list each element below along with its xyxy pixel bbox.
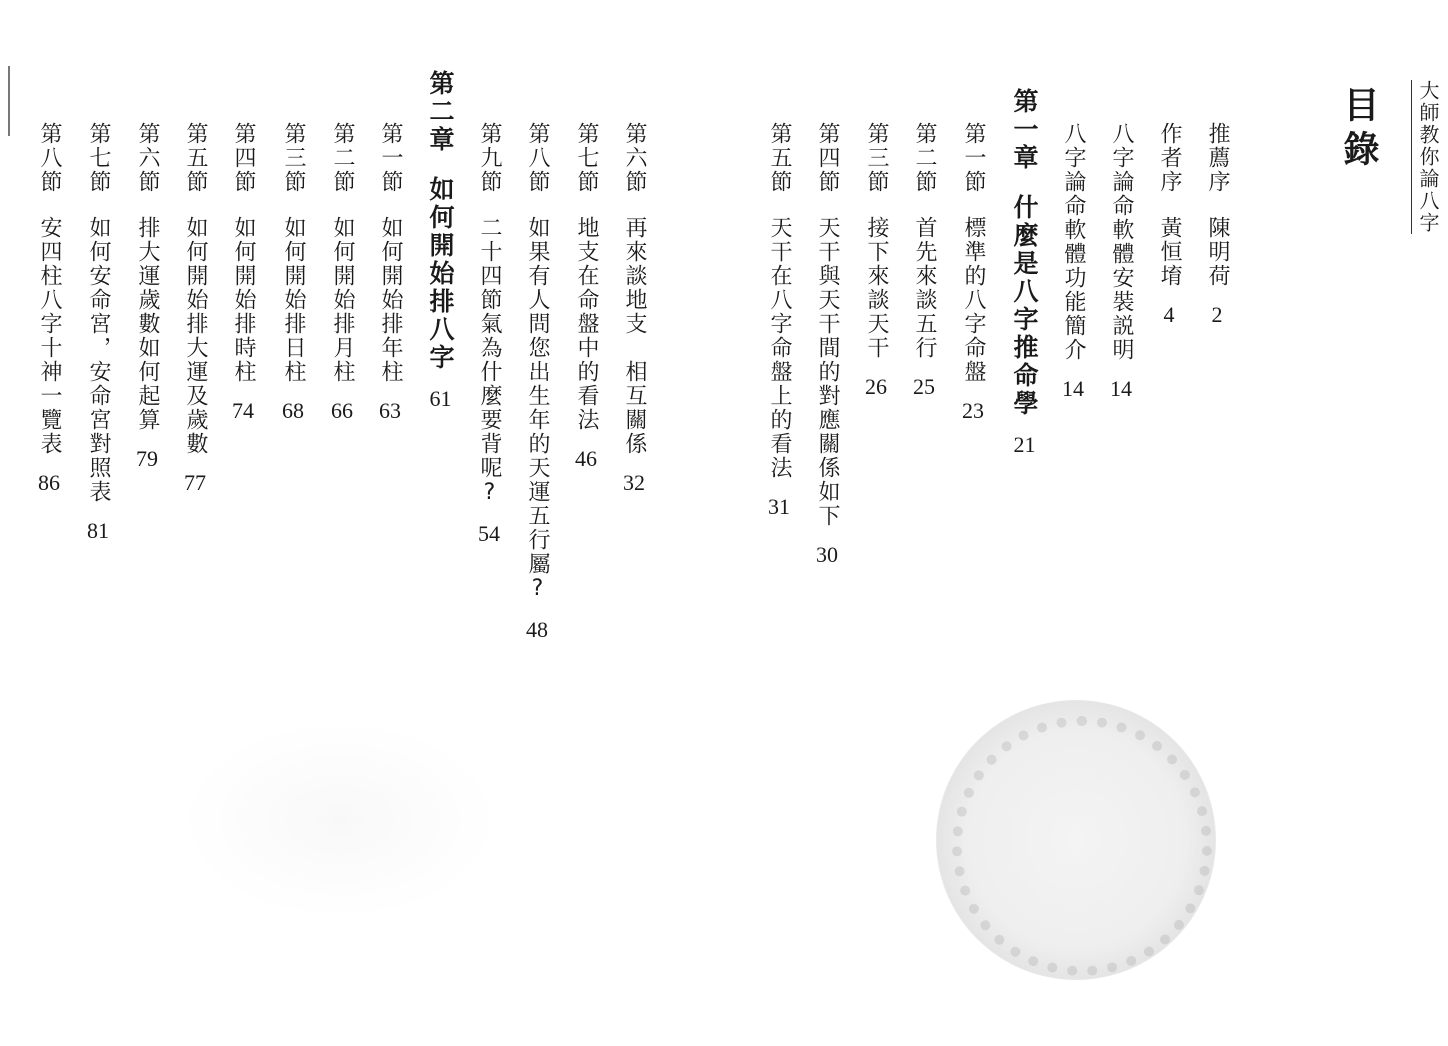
toc-page-number: 32 (623, 470, 645, 495)
toc-title: 二十四節氣為什麼要背呢? (477, 216, 502, 507)
toc-page-number: 46 (575, 446, 597, 471)
toc-chapter (428, 70, 453, 412)
toc-page-number: 31 (768, 494, 790, 519)
toc-entry (623, 122, 645, 496)
toc-title: 再來談地支 相互關係 (622, 216, 647, 456)
toc-page-number: 23 (962, 398, 984, 423)
toc-entry (87, 122, 109, 544)
toc-title: 排大運歲數如何起算 (135, 216, 160, 432)
toc-entry (1062, 122, 1084, 402)
toc-label: 第六節 (622, 122, 647, 194)
toc-page-number: 54 (478, 521, 500, 546)
toc-page-number: 66 (331, 398, 353, 423)
toc-entry (379, 122, 401, 424)
toc-label: 第六節 (135, 122, 160, 194)
toc-title: 黃恒堉 (1157, 216, 1182, 288)
toc-title: 如何開始排大運及歲數 (183, 216, 208, 456)
toc-title: 天干與天干間的對應關係如下 (815, 216, 840, 528)
toc-chapter (1012, 88, 1037, 458)
toc-label: 推薦序 (1205, 122, 1230, 194)
toc-label: 作者序 (1157, 122, 1182, 194)
toc-title: 如何開始排八字 (426, 176, 455, 372)
toc-page-number: 61 (429, 386, 452, 411)
toc-title: 地支在命盤中的看法 (574, 216, 599, 432)
toc-label: 第四節 (231, 122, 256, 194)
toc-label: 第二節 (912, 122, 937, 194)
toc-title: 如何開始排日柱 (281, 216, 306, 384)
toc-title: 如何開始排年柱 (378, 216, 403, 384)
toc-label: 第四節 (815, 122, 840, 194)
toc-entry (575, 122, 597, 472)
toc-title: 標準的八字命盤 (961, 216, 986, 384)
toc-page-number: 74 (232, 398, 254, 423)
toc-title: 接下來談天干 (864, 216, 889, 360)
toc-label: 第七節 (86, 122, 111, 194)
toc-label: 第五節 (767, 122, 792, 194)
toc-label: 第一節 (378, 122, 403, 194)
toc-label: 第八節 (37, 122, 62, 194)
toc-entry (184, 122, 206, 496)
toc-title: 如何開始排時柱 (231, 216, 256, 384)
toc-entry (136, 122, 158, 472)
toc-title: 如果有人問您出生年的天運五行屬? (525, 216, 550, 603)
toc-entry (865, 122, 887, 400)
toc-title: 天干在八字命盤上的看法 (767, 216, 792, 480)
toc-label: 八字論命軟體功能簡介 (1061, 122, 1086, 362)
toc-entry (526, 122, 548, 643)
book-title: 大師教你論八字 (1411, 80, 1438, 234)
toc-entry (1158, 122, 1180, 328)
toc-entry (768, 122, 790, 520)
toc-label: 第九節 (477, 122, 502, 194)
toc-page-number: 86 (38, 470, 60, 495)
toc-page-number: 81 (87, 518, 109, 543)
toc-title: 如何開始排月柱 (330, 216, 355, 384)
toc-page-number: 68 (282, 398, 304, 423)
toc-page-number: 77 (184, 470, 206, 495)
toc-entry (1110, 122, 1132, 402)
contents-heading: 目錄 (1338, 86, 1379, 174)
toc-entry (331, 122, 353, 424)
toc-label: 第三節 (281, 122, 306, 194)
toc-label: 第三節 (864, 122, 889, 194)
page-edge-rule (8, 66, 10, 136)
toc-title: 陳明荷 (1205, 216, 1230, 288)
toc-entry (282, 122, 304, 424)
toc-label: 第一章 (1010, 88, 1039, 172)
toc-page-number: 63 (379, 398, 401, 423)
toc-page-number: 2 (1211, 302, 1223, 327)
toc-entry (962, 122, 984, 424)
toc-title: 如何安命宮，安命宮對照表 (86, 216, 111, 504)
toc-entry (478, 122, 500, 547)
toc-label: 第八節 (525, 122, 550, 194)
toc-label: 第五節 (183, 122, 208, 194)
toc-page-number: 25 (913, 374, 935, 399)
faded-seal-ring (952, 716, 1212, 976)
toc-title: 安四柱八字十神一覽表 (37, 216, 62, 456)
toc-page-number: 26 (865, 374, 887, 399)
toc-page-number: 48 (526, 617, 548, 642)
toc-page-number: 14 (1110, 376, 1132, 401)
toc-page-number: 14 (1062, 376, 1084, 401)
toc-label: 八字論命軟體安裝説明 (1109, 122, 1134, 362)
toc-entry (1206, 122, 1228, 328)
paper-smudge (180, 720, 500, 920)
toc-entry (232, 122, 254, 424)
toc-entry (816, 122, 838, 568)
toc-page-number: 79 (136, 446, 158, 471)
toc-title: 什麼是八字推命學 (1010, 194, 1039, 418)
toc-page-number: 21 (1013, 432, 1036, 457)
toc-label: 第一節 (961, 122, 986, 194)
toc-entry (38, 122, 60, 496)
toc-title: 首先來談五行 (912, 216, 937, 360)
toc-entry (913, 122, 935, 400)
toc-page-number: 30 (816, 542, 838, 567)
toc-label: 第二節 (330, 122, 355, 194)
toc-page-number: 4 (1163, 302, 1175, 327)
toc-label: 第七節 (574, 122, 599, 194)
toc-label: 第二章 (426, 70, 455, 154)
